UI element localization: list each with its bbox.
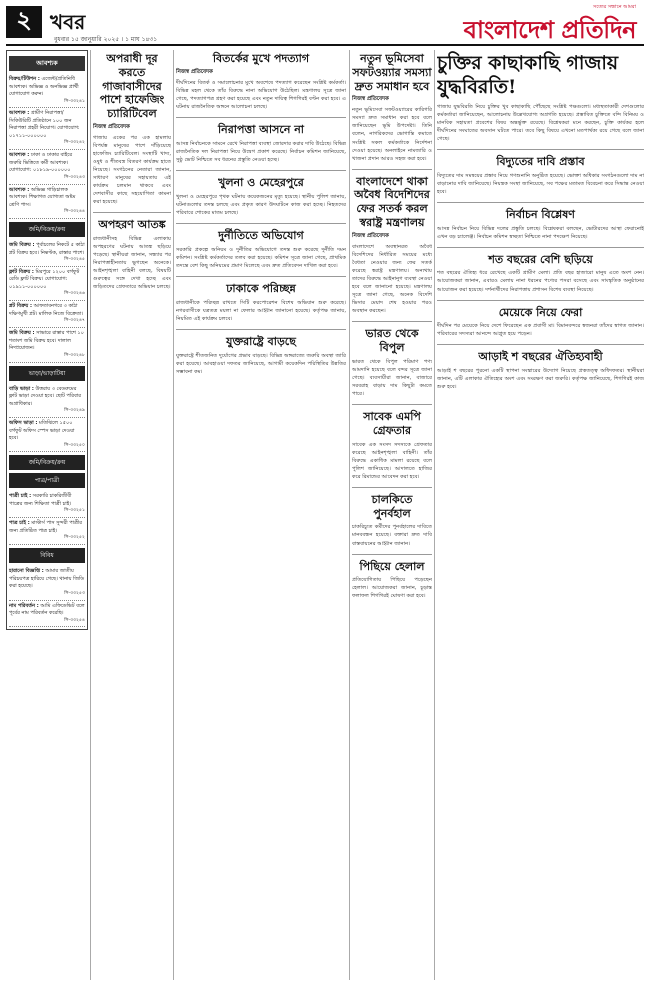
ad-title: জমি বিক্রয় : [9, 242, 35, 249]
ad-code: সি-৩৩২৪৭ [64, 318, 85, 324]
article-body: দীর্ঘদিন পর মেয়েকে নিয়ে দেশে ফিরেছেন এক প্রবাসী মা। বিমানবন্দরে স্বজনরা তাঁদের স্বাগত জানান। পরিবারের সদস্যরা আনন্দে আপ্লুত হয়ে পড়েন। [437, 323, 644, 338]
article-sofottar [352, 52, 432, 163]
ad-title: প্লট বিক্রয় : [9, 303, 32, 310]
ad-title: আবশ্যক : [9, 152, 30, 159]
article-juddho [176, 335, 346, 376]
article-headline: সাবেক এমপি গ্রেফতার [363, 410, 421, 437]
ad-code: সি-৩৩২৪৮ [64, 352, 85, 358]
ad-code: সি-৩৩২৪১ [64, 98, 85, 104]
article-body: সাবেক এক সংসদ সদস্যকে গ্রেফতার করেছে আইনশৃঙ্খলা বাহিনী। তাঁর বিরুদ্ধে একাধিক মামলা রয়েছে বলে পুলিশ জানিয়েছে। আদালতে হাজির করে রিমান্ডের আবেদন করা হবে। [352, 441, 432, 480]
list-item [9, 150, 85, 184]
article-headline: বাংলাদেশে থাকা অবৈধ বিদেশিদের ফের সতর্ক করল স্বরাষ্ট্র মন্ত্রণালয় [354, 174, 430, 229]
ad-code: সি-৩৩২৪২ [64, 140, 85, 146]
divider [437, 300, 644, 301]
ad-code: সি-৩৩২৫৪ [64, 617, 85, 623]
logo-name: বাংলাদেশ প্রতিদিন [463, 16, 636, 44]
article-dhaka [176, 282, 346, 323]
article-hafez [93, 52, 171, 206]
article-nirbachon [437, 208, 644, 241]
article-body: নতুন ভূমিসেবা সফটওয়্যারের কারিগরি সমস্যা দ্রুত সমাধান করা হবে বলে জানিয়েছেন ভূমি উপদেষ্টা। তিনি বলেন, নাগরিকদের ভোগান্তি কমাতে সংশ্লিষ্ট সকল কর্মকর্তাকে নির্দেশনা দেওয়া হয়েছে। অনলাইনে নামজারি ও খাজনা প্রদান আরও সহজ করা হবে। [352, 107, 432, 162]
article-shoto [437, 253, 644, 294]
divider [437, 149, 644, 150]
article-headline: ভারত থেকে বিপুল [365, 327, 419, 354]
article-body: বিদ্যুতের দাম সমন্বয়ের প্রস্তাব নিয়ে গণশুনানি অনুষ্ঠিত হয়েছে। ভোক্তা অধিকার সংগঠনগুলো দাম না বাড়ানোর দাবি জানিয়েছে। নিয়ন্ত্রক সংস্থা জানিয়েছে, সব পক্ষের মতামত বিবেচনা করে সিদ্ধান্ত নেওয়া হবে। [437, 172, 644, 195]
ad-code: সি-৩৩২৫১ [64, 508, 85, 514]
column-divider [173, 50, 174, 980]
ad-body: আমার জাতীয় পরিচয়পত্র হারিয়ে গেছে। থানায় জিডি করা হয়েছে। [9, 568, 85, 590]
article-bidyut [437, 155, 644, 196]
ad-body: ঢাকা ও ঢাকার বাইরে জরুরি ভিত্তিতে কর্মী আবশ্যক। যোগাযোগ: ০১৮১৯-০০০০০০ [9, 152, 73, 174]
list-item [9, 491, 85, 518]
ad-title: বাড়ি ভাড়া : [9, 385, 34, 392]
divider [352, 487, 432, 488]
ad-body: উত্তরায় ৩ বেডরুমের ফ্লাট ভাড়া দেওয়া হবে। ছোট পরিবার অগ্রাধিকার। [9, 385, 81, 407]
dateline: বুধবার ১৫ জানুয়ারি ২০২৫ । ১ মাঘ ১৪৩১ [54, 36, 158, 43]
article-body: চাকরিচ্যুত কর্মীদের পুনর্বহালের দাবিতে মানববন্ধন হয়েছে। বক্তারা দ্রুত দাবি বাস্তবায়নের আহ্বান জানান। [352, 524, 432, 547]
article-byline: নিজস্ব প্রতিবেদক [176, 68, 213, 75]
divider [352, 321, 432, 322]
article-sabek [352, 410, 432, 481]
article-body: খুলনা ও মেহেরপুরে পৃথক ঘটনায় কয়েকজনের মৃত্যু হয়েছে। স্থানীয় পুলিশ জানায়, ঘটনাগুলোর তদন্ত চলছে এবং প্রকৃত কারণ উদঘাটনে কাজ করা হচ্ছে। নিহতদের পরিবারে শোকের মাতম চলছে। [176, 193, 346, 216]
section-strip-land: জমি/বিক্রয়/ক্রয় [9, 222, 85, 237]
classifieds-column [6, 50, 88, 980]
ad-body: মাস্টার্স পাস সুন্দরী পাত্রীর জন্য প্রতিষ্ঠিত পাত্র চাই। [9, 520, 82, 534]
section-strip-misc: বিবিধ [9, 548, 85, 563]
divider [352, 169, 432, 170]
news-column-5 [352, 50, 432, 980]
article-bharot [352, 327, 432, 398]
ad-code: সি-৩৩২৪৩ [64, 174, 85, 180]
section-strip-rent: ভাড়া/ভাড়াটিয়া [9, 366, 85, 381]
ad-body: গ্রামীণ নিরাপত্তা/সিকিউরিটি প্রতিষ্ঠানে ১০০ জন নিরাপত্তা প্রহরী নিয়োগ। যোগাযোগ: ০১৭১১-০০০০০০ [9, 110, 80, 139]
article-headline: বিতর্কের মুখে পদত্যাগ [212, 52, 310, 65]
list-item [9, 566, 85, 600]
article-nirapotta [176, 123, 346, 164]
article-byline: নিজস্ব প্রতিবেদক [93, 123, 130, 130]
article-protest [176, 52, 346, 111]
article-headline: নির্বাচন বিশ্লেষণ [506, 207, 575, 221]
news-column-lead [437, 50, 644, 980]
ad-title: জমি বিক্রয় : [9, 330, 35, 337]
ad-title: আবশ্যক : [9, 186, 30, 193]
article-durniti [176, 229, 346, 270]
article-body: আসন্ন নির্বাচন নিয়ে বিভিন্ন দলের প্রস্তুতি চলছে। বিশ্লেষকরা বলছেন, ভোটারদের আস্থা ফেরানোই এখন বড় চ্যালেঞ্জ। নির্বাচন কমিশন স্বচ্ছতা নিশ্চিতে নানা পদক্ষেপ নিয়েছে। [437, 225, 644, 240]
ad-code: সি-৩৩২৪৫ [64, 257, 85, 263]
ad-body: সাভারে রাস্তার পাশে ১০ শতাংশ জমি বিক্রয় হবে। দালাল নিষ্প্রয়োজন। [9, 330, 84, 352]
article-apohoron [93, 218, 171, 291]
ad-body: আমি এফিডেভিট বলে পূর্বের নাম পরিবর্তন করেছি। [9, 602, 85, 617]
list-item [9, 518, 85, 545]
divider [437, 202, 644, 203]
article-body: আসন্ন নির্বাচনকে সামনে রেখে নিরাপত্তা ব্যবস্থা জোরদার করার দাবি উঠেছে। বিভিন্ন রাজনৈতিক দল নিরাপত্তা নিয়ে উদ্বেগ প্রকাশ করেছে। নির্বাচন কমিশন জানিয়েছে, সুষ্ঠু ভোট নিশ্চিতে সব ধরনের প্রস্তুতি নেওয়া হচ্ছে। [176, 140, 346, 163]
divider [93, 212, 171, 213]
column-divider [434, 50, 435, 980]
article-byline: নিজস্ব প্রতিবেদক [352, 232, 389, 239]
article-body: গাজায় একের পর এক হামলায় বিপর্যস্ত মানুষের পাশে দাঁড়িয়েছে হাফেজিং চ্যারিটিবেল। সংস্থাটি খাদ্য, ওষুধ ও শীতবস্ত্র বিতরণ কার্যক্রম হাতে নিয়েছে। সংগঠনের নেতারা জানান, সাধারণ মানুষের সহায়তায় এই কার্যক্রম চলমান থাকবে এবং দেশবাসীর কাছে সহযোগিতা কামনা করা হয়েছে। [93, 134, 171, 206]
article-headline: নিরাপত্তা আসনে না [218, 123, 304, 136]
divider [176, 117, 346, 118]
ad-code: সি-৩৩২৫২ [64, 535, 85, 541]
column-divider [90, 50, 91, 980]
classifieds-header: আবশ্যক [9, 56, 85, 71]
article-byline: নিজস্ব প্রতিবেদক [352, 96, 389, 103]
ad-code: সি-৩৩২৪৪ [64, 209, 85, 215]
article-headline: যুক্তরাষ্ট্রে বাড়ছে [226, 334, 296, 348]
article-body: গাজায় যুদ্ধবিরতি নিয়ে চুক্তির খুব কাছাকাছি পৌঁছেছে সংশ্লিষ্ট পক্ষগুলো। মধ্যস্থতাকারী দেশগুলোর কর্মকর্তারা জানিয়েছেন, আলোচনায় উল্লেখযোগ্য অগ্রগতি হয়েছে। প্রস্তাবিত চুক্তিতে বন্দি বিনিময় ও মানবিক সহায়তা প্রবেশের বিষয় অন্তর্ভুক্ত রয়েছে। বিশ্লেষকরা মনে করছেন, চুক্তি কার্যকর হলে দীর্ঘদিনের সংঘাতের অবসান ঘটতে পারে। তবে কিছু বিষয়ে এখনো মতপার্থক্য রয়ে গেছে বলে জানা গেছে। [437, 103, 644, 142]
list-item [9, 301, 85, 328]
article-body: ভারত থেকে বিপুল পরিমাণ পণ্য আমদানি হয়েছে বলে বন্দর সূত্রে জানা গেছে। ব্যবসায়ীরা জানান, বাজারে সরবরাহ বাড়ায় দাম কিছুটা কমতে পারে। [352, 358, 432, 397]
ad-code: সি-৩৩২৫০ [64, 442, 85, 448]
article-headline: ঢাকাকে পরিচ্ছন্ন [226, 281, 296, 295]
lead-headline: চুক্তির কাছাকাছি গাজায় যুদ্ধবিরতি! [437, 52, 619, 98]
divider [437, 247, 644, 248]
article-body: সরকারি প্রকল্পে অনিয়ম ও দুর্নীতির অভিযোগে তদন্ত শুরু করেছে দুর্নীতি দমন কমিশন। সংশ্লিষ্ট কর্মকর্তাদের তলব করা হয়েছে। কমিশন সূত্রে জানা গেছে, প্রাথমিক তদন্তে বেশ কিছু অনিয়মের প্রমাণ মিলেছে এবং দ্রুত প্রতিবেদন দাখিল করা হবে। [176, 246, 346, 269]
ad-title: ফ্লাট বিক্রয় : [9, 268, 34, 275]
list-item [9, 185, 85, 219]
article-headline: নতুন ভূমিসেবা সফটওয়্যার সমস্যা দ্রুত সমাধান হবে [352, 52, 432, 93]
divider [352, 404, 432, 405]
news-column-3 [176, 50, 346, 980]
article-lead [437, 52, 644, 143]
ad-body: সরকারি চাকরিজীবী পাত্রের জন্য শিক্ষিতা পাত্রী চাই। [9, 493, 72, 507]
article-headline: শত বছরের বেশি ছড়িয়ে [488, 252, 593, 266]
news-column-2 [93, 50, 171, 980]
divider [176, 223, 346, 224]
article-chandrasab [352, 493, 432, 548]
divider [176, 329, 346, 330]
ad-title: পাত্র চাই : [9, 520, 30, 527]
ad-title: হারানো বিজ্ঞপ্তি : [9, 568, 44, 575]
divider [176, 170, 346, 171]
list-item [9, 384, 85, 418]
article-pichu [352, 560, 432, 601]
ad-body: আফতাবনগরে ৩ কাঠা দক্ষিণমুখী প্লট। মালিক নিজে বিক্রেতা। [9, 303, 84, 317]
article-headline: বিদ্যুতের দাবি প্রস্তাব [496, 154, 585, 168]
article-body: রাজধানীসহ বিভিন্ন এলাকায় অপহরণের ঘটনায় আতঙ্ক ছড়িয়ে পড়েছে। স্থানীয়রা জানান, সন্ধ্যার পর নিরাপত্তাহীনতায় ভুগছেন অনেকে। আইনশৃঙ্খলা বাহিনী বলছে, বিষয়টি গুরুত্বের সঙ্গে দেখা হচ্ছে এবং জড়িতদের গ্রেফতারে অভিযান চলছে। [93, 236, 171, 291]
ad-code: সি-৩৩২৪৬ [64, 291, 85, 297]
article-headline: অপরাধী দূর করতে গাজাবাসীদের পাশে হাফেজিং চ্যারিটিবেল [99, 52, 165, 120]
article-meye [437, 306, 644, 339]
logo-tagline: সত্যের সন্ধানে আমরা [593, 4, 636, 10]
list-item [9, 74, 85, 108]
ad-body: মিরপুরে ১২০০ বর্গফুট রেডি ফ্লাট বিক্রয়। যোগাযোগ: ০১৯১১-০০০০০০ [9, 268, 80, 290]
section-strip-land-2: জমি/বিক্রয়/ক্রয় [9, 455, 85, 470]
divider [176, 276, 346, 277]
masthead [0, 0, 650, 44]
article-body: শত বছরের ঐতিহ্য ধরে রেখেছে একটি গ্রামীণ মেলা। প্রতি বছর হাজারো মানুষ এতে অংশ নেন। আয়োজকরা জানান, এবারও মেলায় নানা ধরনের পণ্যের পসরা বসেছে এবং সাংস্কৃতিক অনুষ্ঠানের আয়োজন করা হয়েছে। দর্শনার্থীদের নিরাপত্তায় প্রশাসন বিশেষ ব্যবস্থা নিয়েছে। [437, 270, 644, 293]
article-body: প্রতিযোগিতায় পিছিয়ে পড়েছেন হেলাল। আয়োজকরা জানান, চূড়ান্ত ফলাফল শিগগিরই ঘোষণা করা হবে। [352, 577, 432, 600]
ad-title: নাম পরিবর্তন : [9, 602, 39, 609]
column-divider [349, 50, 350, 980]
list-item [9, 601, 85, 628]
list-item [9, 418, 85, 452]
list-item [9, 267, 85, 301]
article-body: বাংলাদেশে অবস্থানরত অবৈধ বিদেশিদের নির্ধারিত সময়ের মধ্যে বৈধতা নেওয়ার জন্য ফের সতর্ক করেছে স্বরাষ্ট্র মন্ত্রণালয়। অন্যথায় তাদের বিরুদ্ধে আইনানুগ ব্যবস্থা নেওয়া হবে বলে জানানো হয়েছে। মন্ত্রণালয় সূত্রে জানা গেছে, অনেক বিদেশি ভিসার মেয়াদ শেষ হওয়ার পরও অবস্থান করছেন। [352, 243, 432, 315]
article-arai [437, 350, 644, 391]
ad-body: পূর্বাচলের নিকটে ৫ কাঠা প্লট বিক্রয় হবে। নিষ্কণ্টক, রাস্তার পাশে। [9, 242, 85, 256]
ad-code: সি-৩৩২৫৩ [64, 590, 85, 596]
article-headline: খুলনা ও মেহেরপুরে [218, 175, 304, 189]
ad-title: আবশ্যক : [9, 110, 30, 117]
ad-title: বিক্রয়/টিউশন : [9, 76, 40, 82]
article-body: আড়াই শ বছরের পুরনো একটি স্থাপনা সংস্কারের উদ্যোগ নিয়েছে প্রত্নতত্ত্ব অধিদফতর। স্থানীয়রা জানান, এটি এলাকার ঐতিহ্যের অংশ এবং সংরক্ষণ করা জরুরি। কর্তৃপক্ষ জানিয়েছে, শিগগিরই কাজ শুরু হবে। [437, 368, 644, 391]
article-headline: দুর্নীতিতে অভিযোগ [218, 228, 304, 242]
list-item [9, 328, 85, 362]
page-number: ২ [6, 6, 42, 38]
ad-body: অভিজ্ঞ গাড়িচালক আবশ্যক। শিক্ষাগত যোগ্যতা অষ্টম শ্রেণি পাস। [9, 186, 76, 208]
ad-title: অফিস ভাড়া : [9, 420, 38, 427]
article-headline: অপহরণ আতঙ্ক [98, 218, 166, 232]
article-headline: চালকিতে পুনর্বহাল [371, 492, 413, 520]
list-item [9, 240, 85, 267]
article-bideshi [352, 175, 432, 316]
section-title: খবর [50, 10, 86, 34]
article-headline: মেয়েকে নিয়ে ফেরা [498, 305, 583, 319]
list-item [9, 108, 85, 150]
article-body: যুক্তরাষ্ট্রে শীতজনিত দুর্যোগের প্রভাব বাড়ছে। বিভিন্ন অঙ্গরাজ্যে জরুরি অবস্থা জারি করা হয়েছে। আবহাওয়া দফতর জানিয়েছে, আগামী কয়েকদিন পরিস্থিতির উন্নতির সম্ভাবনা কম। [176, 352, 346, 375]
section-strip-bride: পাত্র/পাত্রী [9, 473, 85, 488]
article-headline: পিছিয়ে হেলাল [359, 559, 425, 573]
classifieds-box [6, 50, 88, 630]
ad-code: সি-৩৩২৪৯ [64, 408, 85, 414]
ad-body: মতিঝিলে ১৫০০ বর্গফুট অফিস স্পেস ভাড়া দেওয়া হবে। [9, 420, 75, 442]
divider [352, 554, 432, 555]
article-headline: আড়াই শ বছরের ঐতিহ্যবাহী [478, 350, 603, 364]
ad-title: পাত্রী চাই : [9, 493, 32, 500]
article-body: রাজধানীকে পরিচ্ছন্ন রাখতে সিটি করপোরেশন বিশেষ অভিযান শুরু করেছে। নগরবাসীকে যত্রতত্র ময়লা না ফেলার আহ্বান জানানো হয়েছে। কর্তৃপক্ষ জানায়, নিয়মিত এই কার্যক্রম চলবে। [176, 299, 346, 322]
ad-body: এজেন্ট/প্রতিনিধি আবশ্যক। অভিজ্ঞ ও অনভিজ্ঞ প্রার্থী যোগাযোগ করুন। [9, 76, 79, 97]
divider [437, 344, 644, 345]
masthead-rule [6, 44, 644, 46]
article-body: দীর্ঘদিনের বিতর্ক ও সমালোচনার মুখে অবশেষে পদত্যাগ করেছেন সংশ্লিষ্ট কর্মকর্তা। বিভিন্ন মহল থেকে তাঁর বিরুদ্ধে নানা অভিযোগ উঠেছিল। মন্ত্রণালয় সূত্রে জানা গেছে, পদত্যাগপত্র গ্রহণ করা হয়েছে এবং নতুন দায়িত্ব শিগগিরই বণ্টন করা হবে। এ ঘটনায় রাজনৈতিক অঙ্গনে আলোচনা চলছে। [176, 79, 346, 110]
article-khulna [176, 176, 346, 217]
